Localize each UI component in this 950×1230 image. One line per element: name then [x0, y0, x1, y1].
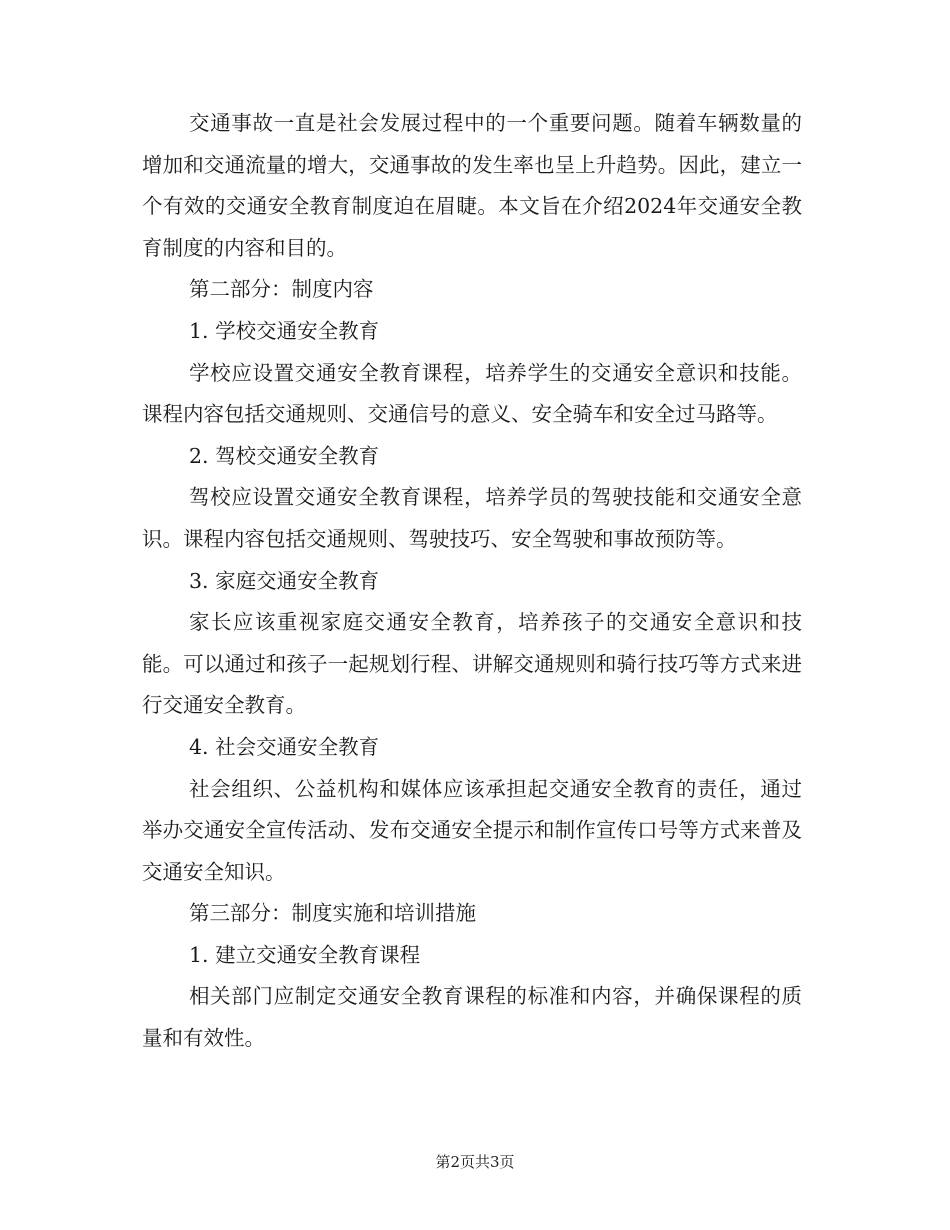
section-heading-part-two: 第二部分：制度内容 — [189, 277, 374, 302]
subheading-society: 4. 社会交通安全教育 — [189, 734, 380, 759]
paragraph-family: 家长应该重视家庭交通安全教育，培养孩子的交通安全意识和技能。可以通过和孩子一起规划行程、讲解交通规则和骑行技巧等方式来进行交通安全教育。 — [142, 610, 802, 718]
paragraph-society: 社会组织、公益机构和媒体应该承担起交通安全教育的责任，通过举办交通安全宣传活动、发布交通安全提示和制作宣传口号等方式来普及交通安全知识。 — [142, 776, 802, 884]
paragraph-school: 学校应设置交通安全教育课程，培养学生的交通安全意识和技能。课程内容包括交通规则、交通信号的意义、安全骑车和安全过马路等。 — [142, 360, 802, 427]
subheading-driving-school: 2. 驾校交通安全教育 — [189, 443, 380, 468]
page-number-footer: 第2页共3页 — [435, 1153, 515, 1171]
paragraph-driving-school: 驾校应设置交通安全教育课程，培养学员的驾驶技能和交通安全意识。课程内容包括交通规则、驾驶技巧、安全驾驶和事故预防等。 — [142, 485, 802, 551]
paragraph-intro: 交通事故一直是社会发展过程中的一个重要问题。随着车辆数量的增加和交通流量的增大，交通事故的发生率也呈上升趋势。因此，建立一个有效的交通安全教育制度迫在眉睫。本文旨在介绍2024年交通安全教育制度的内容和目的。 — [142, 111, 802, 260]
subheading-family: 3. 家庭交通安全教育 — [189, 568, 380, 593]
subheading-curriculum: 1. 建立交通安全教育课程 — [189, 942, 421, 967]
paragraph-curriculum: 相关部门应制定交通安全教育课程的标准和内容，并确保课程的质量和有效性。 — [142, 984, 802, 1051]
section-heading-part-three: 第三部分：制度实施和培训措施 — [189, 901, 476, 926]
document-body — [142, 103, 802, 1060]
subheading-school: 1. 学校交通安全教育 — [189, 318, 380, 343]
